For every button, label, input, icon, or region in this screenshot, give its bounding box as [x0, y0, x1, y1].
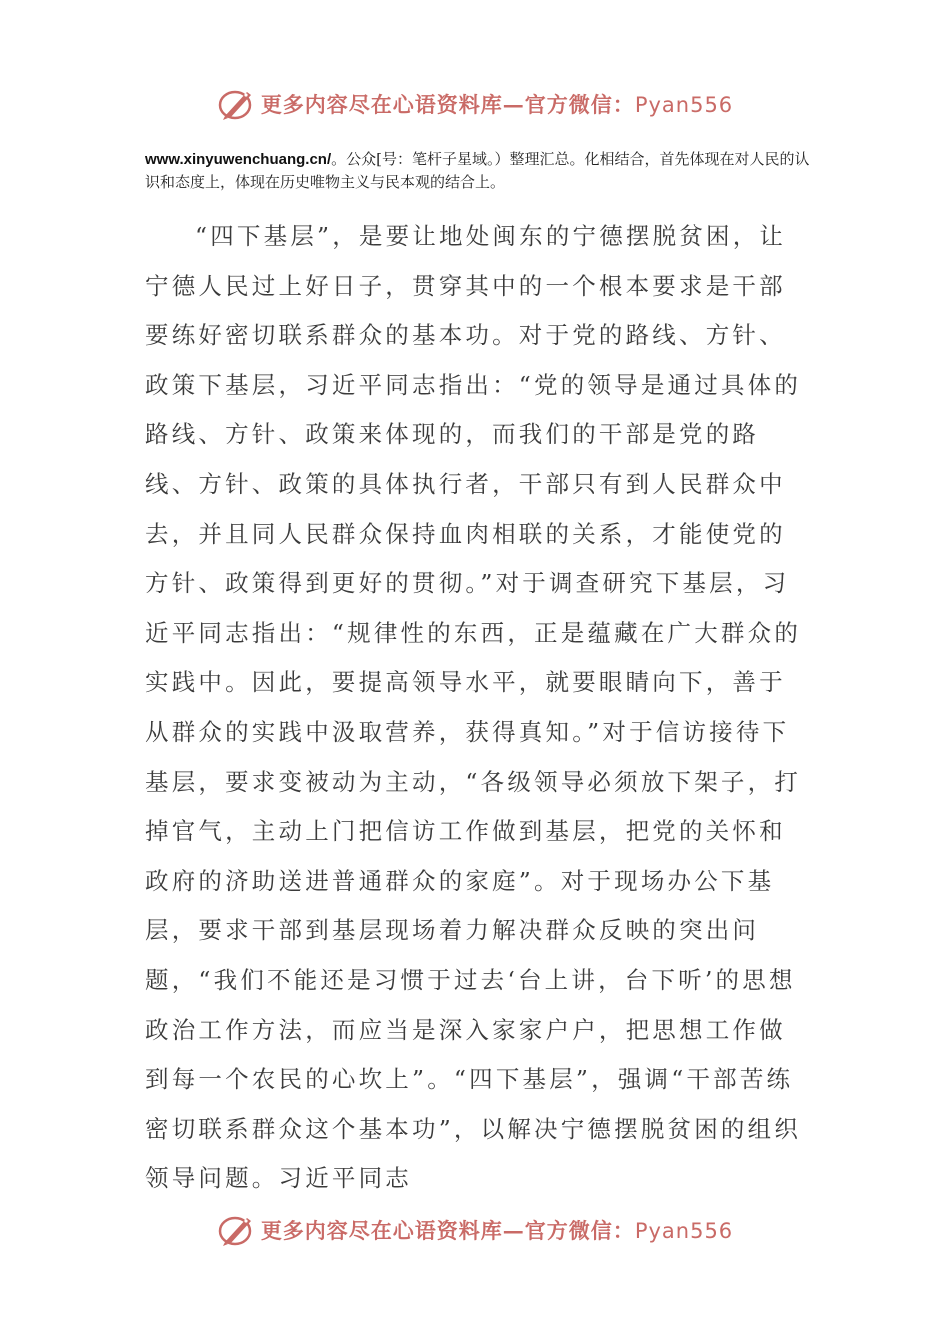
body-paragraph-text: “四下基层”，是要让地处闽东的宁德摆脱贫困，让宁德人民过上好日子，贯穿其中的一个根本要求是干部要练好密切联系群众的基本功。对于党的路线、方针、政策下基层，习近平同志指出：“党的领导是通过具体的路线、方针、政策来体现的，而我们的干部是党的路线、方针、政策的具体执行者，干部只有到人民群众中去，并且同人民群众保持血肉相联的关系，才能使党的方针、政策得到更好的贯彻。”对于调查研究下基层，习近平同志指出：“规律性的东西，正是蕴藏在广大群众的实践中。因此，要提高领导水平，就要眼睛向下，善于从群众的实践中汲取营养，获得真知。”对于信访接待下基层，要求变被动为主动，“各级领导必须放下架子，打掉官气，主动上门把信访工作做到基层，把党的关怀和政府的济助送进普通群众的家庭”。对于现场办公下基层，要求干部到基层现场着力解决群众反映的突出问题，“我们不能还是习惯于过去‘台上讲，台下听’的思想政治工作方法，而应当是深入家家户户，把思想工作做到每一个农民的心坎上”。“四下基层”，强调“干部苦练密切联系群众这个基本功”，以解决宁德摆脱贫困的组织领导问题。习近平同志	[145, 222, 802, 1193]
footer-banner	[0, 1210, 950, 1250]
intro-continuation: 。公众[号：笔杆子星域。）整理汇总。化相结合，首先体现在对人民的认识和态度上，体现在历史唯物主义与民本观的结合上。	[145, 150, 810, 191]
header-banner	[0, 84, 950, 124]
pen-logo-icon	[217, 1212, 257, 1248]
body-paragraph	[145, 212, 805, 1204]
banner-wechat-id: Pyan556	[634, 93, 734, 117]
banner-wechat-id: Pyan556	[634, 1219, 734, 1243]
banner-label: 更多内容尽在心语资料库—官方微信：	[260, 92, 635, 117]
website-link[interactable]: www.xinyuwenchuang.cn/	[145, 151, 332, 168]
intro-text	[145, 148, 815, 193]
pen-logo-icon	[217, 86, 257, 122]
banner-text	[261, 1215, 733, 1245]
banner-label: 更多内容尽在心语资料库—官方微信：	[260, 1218, 635, 1243]
banner-text	[261, 89, 733, 119]
